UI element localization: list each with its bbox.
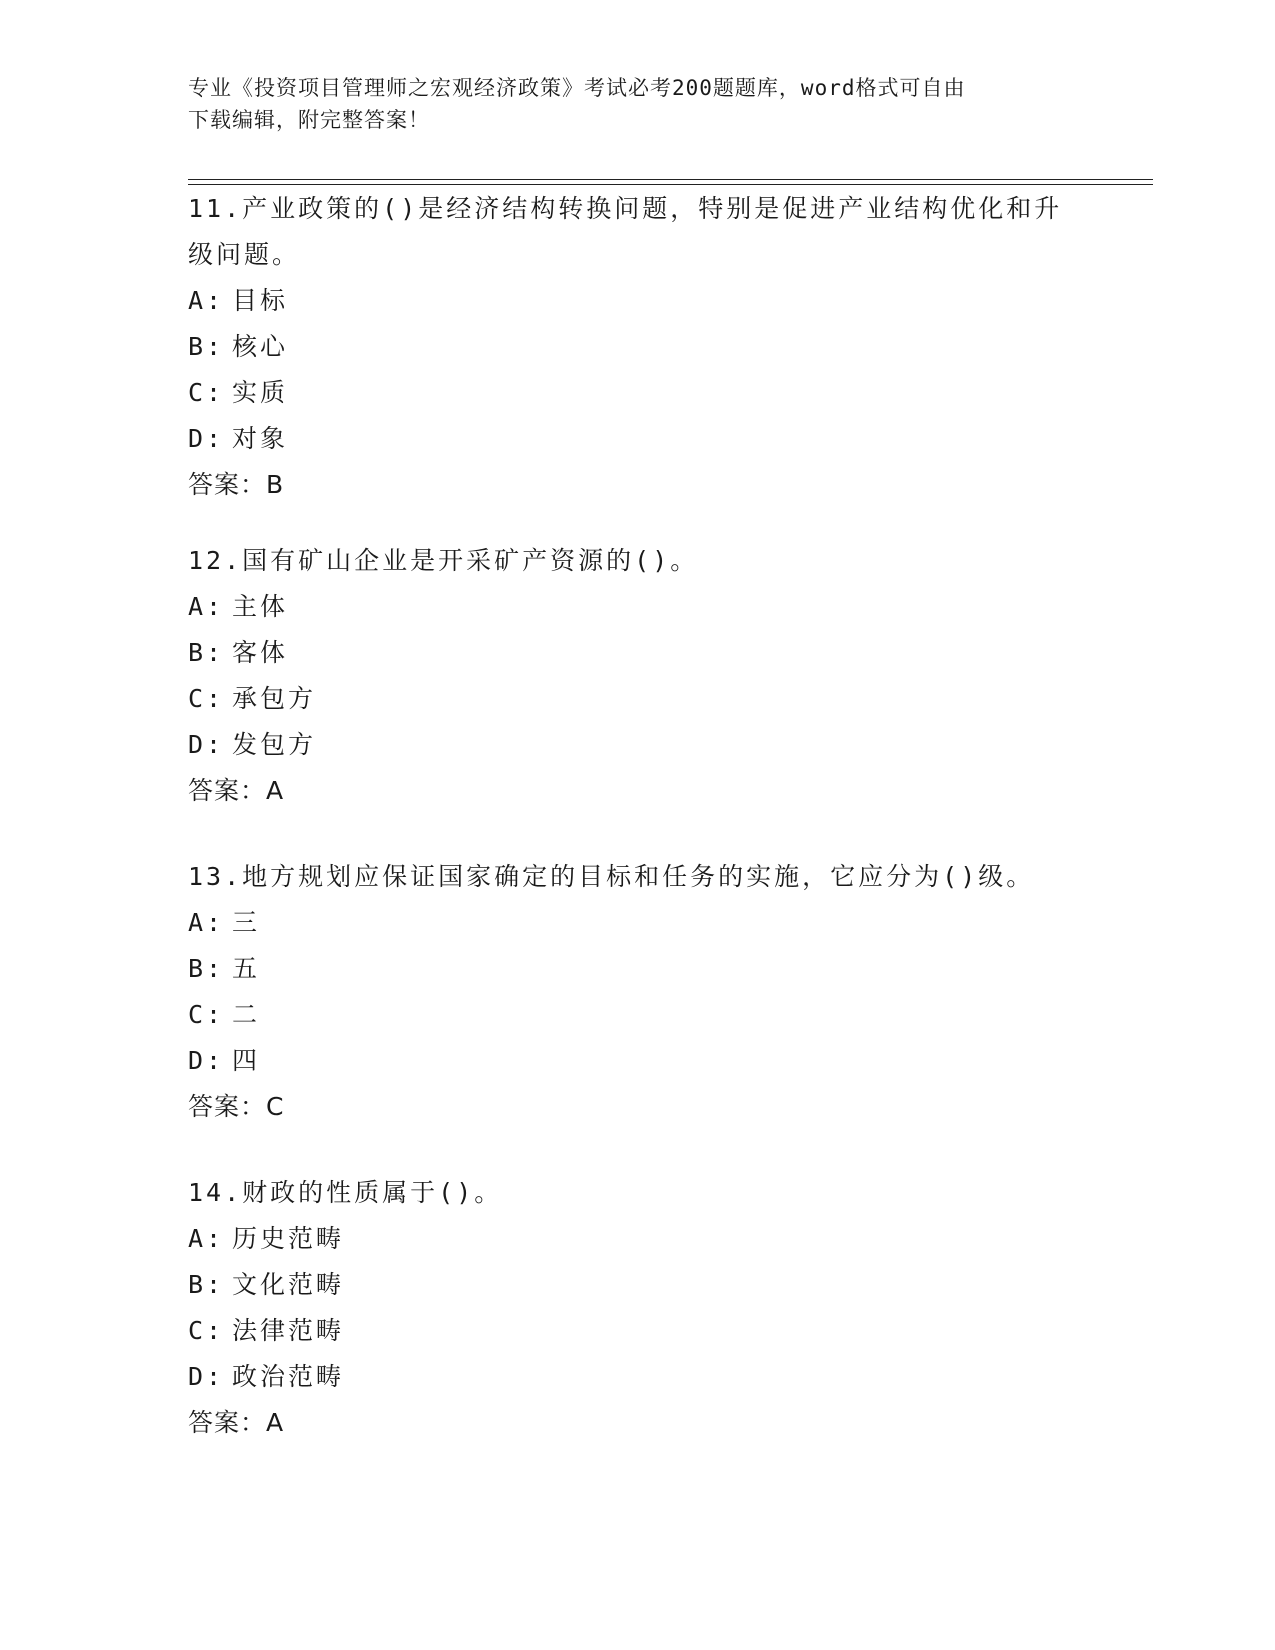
option-key: C:: [188, 1000, 225, 1029]
option-d: [188, 1354, 1088, 1400]
option-text: 四: [232, 1046, 261, 1075]
option-key: A:: [188, 592, 225, 621]
answer-line: 答案：A: [188, 1408, 285, 1437]
option-key: A:: [188, 908, 225, 937]
option-text: 文化范畴: [232, 1270, 345, 1299]
option-b: [188, 324, 1088, 370]
option-b: [188, 630, 1088, 676]
option-text: 法律范畴: [232, 1316, 345, 1345]
option-text: 发包方: [232, 730, 317, 759]
option-a: [188, 1216, 1088, 1262]
question-stem-continued: 级问题。: [188, 240, 301, 269]
option-text: 对象: [232, 424, 289, 453]
option-a: [188, 900, 1088, 946]
answer-line: 答案：C: [188, 1092, 285, 1121]
question-14: [188, 1170, 1088, 1446]
option-key: D:: [188, 730, 225, 759]
header-line-2: 下载编辑，附完整答案！: [188, 108, 430, 132]
option-d: [188, 722, 1088, 768]
option-key: B:: [188, 332, 225, 361]
option-text: 实质: [232, 378, 289, 407]
option-a: [188, 278, 1088, 324]
option-c: [188, 1308, 1088, 1354]
option-key: B:: [188, 638, 225, 667]
option-c: [188, 676, 1088, 722]
option-key: B:: [188, 954, 225, 983]
header-divider-bottom: [188, 184, 1153, 185]
question-stem: 13.地方规划应保证国家确定的目标和任务的实施，它应分为()级。: [188, 862, 1035, 891]
question-stem: 12.国有矿山企业是开采矿产资源的()。: [188, 546, 699, 575]
document-header: [188, 72, 1068, 136]
header-divider-top: [188, 179, 1153, 180]
option-text: 主体: [232, 592, 289, 621]
option-text: 承包方: [232, 684, 317, 713]
question-stem: 14.财政的性质属于()。: [188, 1178, 503, 1207]
option-key: D:: [188, 1362, 225, 1391]
option-key: C:: [188, 684, 225, 713]
question-13: [188, 854, 1088, 1130]
option-text: 三: [232, 908, 261, 937]
option-text: 客体: [232, 638, 289, 667]
answer-line: 答案：B: [188, 470, 285, 499]
answer-line: 答案：A: [188, 776, 285, 805]
option-key: B:: [188, 1270, 225, 1299]
question-stem: 11.产业政策的()是经济结构转换问题，特别是促进产业结构优化和升: [188, 194, 1063, 223]
option-text: 核心: [232, 332, 289, 361]
option-key: D:: [188, 424, 225, 453]
question-12: [188, 538, 1088, 814]
option-key: A:: [188, 286, 225, 315]
option-key: D:: [188, 1046, 225, 1075]
option-text: 政治范畴: [232, 1362, 345, 1391]
option-b: [188, 946, 1088, 992]
option-b: [188, 1262, 1088, 1308]
option-key: C:: [188, 1316, 225, 1345]
option-d: [188, 416, 1088, 462]
option-key: A:: [188, 1224, 225, 1253]
option-text: 五: [232, 954, 261, 983]
question-11: [188, 186, 1088, 508]
option-c: [188, 992, 1088, 1038]
option-text: 目标: [232, 286, 289, 315]
option-a: [188, 584, 1088, 630]
option-text: 二: [232, 1000, 261, 1029]
option-key: C:: [188, 378, 225, 407]
option-text: 历史范畴: [232, 1224, 345, 1253]
option-d: [188, 1038, 1088, 1084]
option-c: [188, 370, 1088, 416]
header-line-1: 专业《投资项目管理师之宏观经济政策》考试必考200题题库，word格式可自由: [188, 76, 966, 100]
